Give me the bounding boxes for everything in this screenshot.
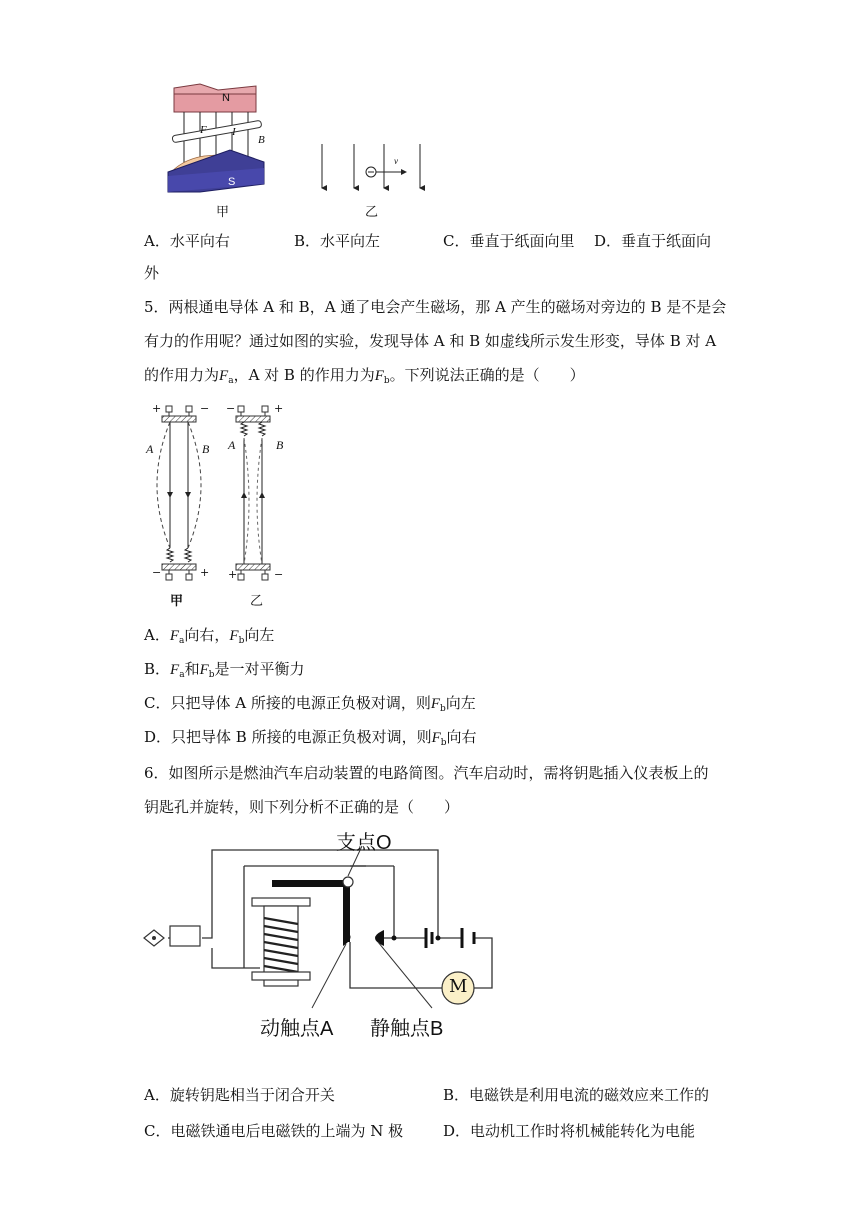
q5-stem-line-2: 有力的作用呢？通过如图的实验，发现导体 A 和 B 如虚线所示发生形变，导体 B 对 A	[144, 332, 717, 350]
q5-f-symbol: F	[430, 696, 441, 712]
q5-option-a-end: 向左	[244, 626, 275, 644]
q5-f-symbol: F	[199, 662, 209, 678]
q5-figure-yi	[224, 402, 294, 582]
q5-sub-b: b	[440, 738, 447, 748]
q5-sub-b: b	[238, 636, 245, 646]
q5-option-b-prefix: B．	[144, 660, 171, 678]
q5-jia-minus-top: −	[200, 402, 210, 415]
q4-n-label: N	[222, 92, 230, 104]
q5-f-symbol: F	[170, 662, 180, 678]
q5-yi-minus-bottom: −	[274, 568, 284, 581]
q6-stem-line-2: 钥匙孔并旋转，则下列分析不正确的是（ ）	[144, 798, 460, 816]
q5-sub-a: a	[179, 636, 185, 646]
q5-sub-a: a	[228, 376, 234, 386]
q6-option-a[interactable]: A．旋转钥匙相当于闭合开关	[144, 1086, 335, 1104]
q6-option-d[interactable]: D．电动机工作时将机械能转化为电能	[443, 1122, 696, 1140]
q5-stem-text-a: 的作用力为	[144, 366, 220, 384]
q5-f-symbol: F	[374, 368, 384, 384]
q4-option-b[interactable]: B．水平向左	[294, 232, 381, 250]
q5-fig-jia-label: 甲	[170, 594, 184, 609]
q5-sub-b: b	[440, 704, 446, 714]
q5-figure-jia	[144, 402, 214, 582]
q5-option-c[interactable]	[144, 692, 476, 720]
q5-option-d[interactable]	[144, 726, 477, 754]
q5-option-a[interactable]	[144, 624, 274, 652]
q4-option-c[interactable]: C．垂直于纸面向里	[443, 232, 575, 250]
q4-b-label: B	[258, 134, 265, 146]
q4-fig-yi-label: 乙	[365, 205, 379, 220]
q4-option-d[interactable]: D．垂直于纸面向	[594, 232, 712, 250]
q5-f-symbol: F	[219, 368, 229, 384]
q5-yi-minus-top: −	[226, 402, 236, 415]
q5-jia-label-b: B	[202, 442, 210, 456]
q4-s-label: S	[228, 176, 236, 188]
q5-option-b-end: 是一对平衡力	[214, 660, 305, 678]
q4-f-label: F	[200, 124, 207, 136]
q5-stem-line-3	[144, 364, 585, 392]
q5-stem-text-c: 。下列说法正确的是（ ）	[389, 366, 585, 384]
q6-option-b[interactable]: B．电磁铁是利用电流的磁效应来工作的	[443, 1086, 710, 1104]
q5-yi-plus-bottom: +	[228, 568, 238, 581]
q5-jia-plus-top: +	[152, 402, 162, 415]
q5-sub-b: b	[383, 376, 390, 386]
q5-f-symbol: F	[229, 628, 239, 644]
q5-yi-plus-top: +	[274, 402, 284, 415]
q4-option-d-continued: 外	[144, 264, 160, 282]
q5-option-b[interactable]	[144, 658, 305, 686]
q6-stem-line-1: 6．如图所示是燃油汽车启动装置的电路简图。汽车启动时，需将钥匙插入仪表板上的	[144, 764, 709, 782]
q5-option-a-mid: 向右，	[184, 626, 230, 644]
q5-stem-text-b: ，A 对 B 的作用力为	[233, 366, 375, 384]
q6-pivot-label: 支点O	[336, 832, 392, 854]
q5-yi-label-a: A	[228, 438, 236, 452]
q5-option-d-text: D．只把导体 B 所接的电源正负极对调，则	[144, 728, 432, 746]
q6-moving-contact-label: 动触点A	[260, 1018, 334, 1040]
q4-i-label: I	[232, 126, 236, 138]
q5-fig-yi-label: 乙	[250, 594, 264, 609]
q5-f-symbol: F	[431, 730, 441, 746]
q4-figure-yi	[312, 140, 432, 200]
q5-jia-plus-bottom: +	[200, 566, 210, 579]
q6-circuit-figure	[140, 822, 510, 1048]
q5-option-b-mid: 和	[184, 660, 200, 678]
q5-jia-label-a: A	[146, 442, 154, 456]
q4-figure-jia	[160, 80, 270, 220]
q5-option-a-prefix: A．	[144, 626, 170, 644]
q5-option-d-end: 向右	[446, 728, 477, 746]
q4-option-a[interactable]: A．水平向右	[144, 232, 230, 250]
q5-option-c-end: 向左	[445, 694, 476, 712]
q5-yi-label-b: B	[276, 438, 284, 452]
q5-sub-b: b	[208, 670, 215, 680]
q6-option-c[interactable]: C．电磁铁通电后电磁铁的上端为 N 极	[144, 1122, 404, 1140]
q6-motor-label: M	[449, 976, 468, 997]
q5-stem-line-1: 5．两根通电导体 A 和 B，A 通了电会产生磁场，那 A 产生的磁场对旁边的 B 是不是会	[144, 298, 727, 316]
q5-jia-minus-bottom: −	[152, 566, 162, 579]
q5-sub-a: a	[179, 670, 185, 680]
q4-v-label: v	[394, 156, 398, 166]
q5-f-symbol: F	[169, 628, 180, 644]
q5-option-c-text: C．只把导体 A 所接的电源正负极对调，则	[144, 694, 431, 712]
q4-fig-jia-label: 甲	[216, 205, 230, 220]
q6-static-contact-label: 静触点B	[370, 1018, 444, 1040]
